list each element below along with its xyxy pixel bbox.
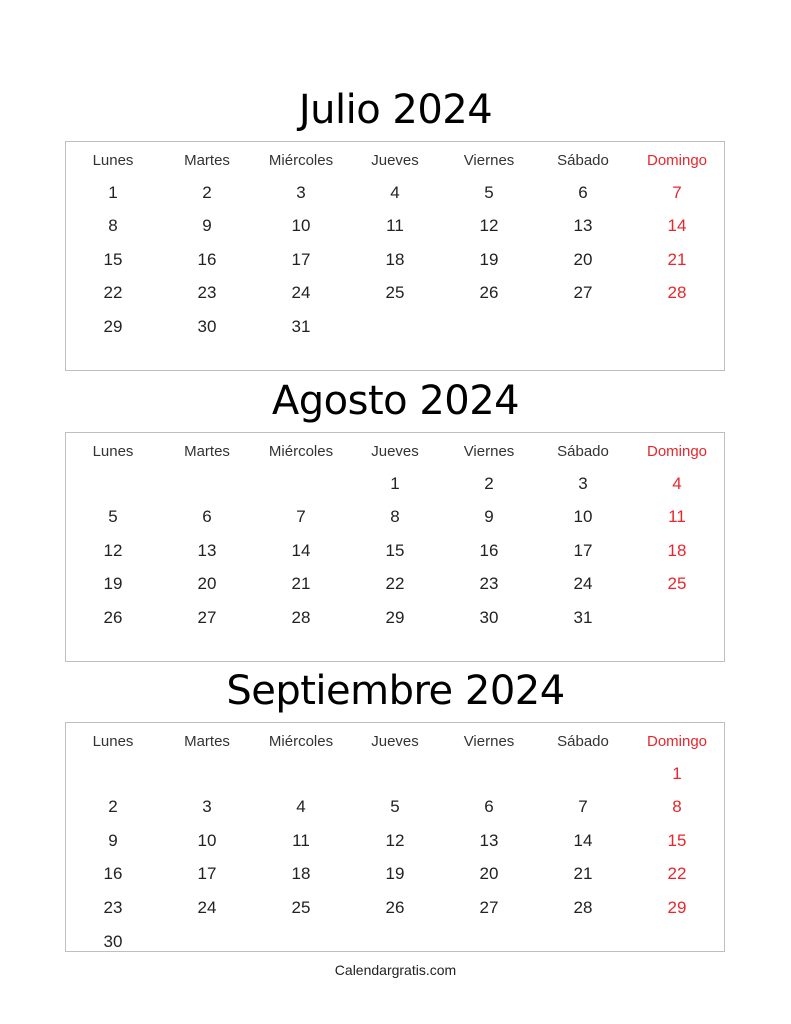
day-cell: 28	[573, 898, 593, 917]
footer-site-name: Calendargratis.com	[334, 962, 457, 978]
sunday-day-cell: 28	[667, 283, 687, 303]
day-cell: 27	[197, 608, 217, 627]
day-cell: 21	[291, 574, 311, 594]
sunday-day-cell: 4	[672, 473, 682, 493]
day-cell: 5	[390, 797, 400, 817]
day-cell: 5	[484, 182, 494, 202]
week-row	[66, 796, 724, 818]
day-cell: 10	[291, 216, 311, 236]
weekday-label: Martes	[184, 152, 230, 169]
week-row	[66, 540, 724, 562]
day-cell: 27	[479, 898, 499, 917]
day-cell: 20	[573, 249, 593, 269]
sunday-day-cell: 1	[672, 763, 682, 783]
sunday-day-cell: 29	[667, 898, 687, 917]
day-cell: 19	[103, 574, 123, 594]
weekday-label: Viernes	[463, 152, 515, 169]
day-cell: 25	[385, 283, 405, 303]
week-row	[66, 573, 724, 595]
weekday-label: Lunes	[92, 733, 134, 750]
sunday-day-cell: 21	[667, 249, 687, 269]
day-cell: 18	[291, 864, 311, 884]
day-cell: 13	[197, 540, 217, 560]
day-cell	[160, 931, 254, 953]
weekday-label: Jueves	[371, 733, 419, 750]
day-cell: 17	[291, 249, 311, 269]
weekday-label: Martes	[184, 733, 230, 750]
day-cell: 26	[479, 283, 499, 303]
week-row	[66, 863, 724, 885]
day-cell	[254, 473, 348, 495]
sunday-day-cell	[630, 607, 724, 629]
weekday-label: Lunes	[92, 152, 134, 169]
day-cell: 31	[291, 317, 311, 336]
day-cell: 30	[197, 317, 217, 336]
sunday-day-cell: 8	[672, 797, 682, 817]
day-cell: 4	[296, 797, 306, 817]
weekday-label: Sábado	[557, 443, 609, 460]
weekday-label: Sábado	[557, 733, 609, 750]
month-grid	[65, 432, 725, 662]
day-cell: 11	[292, 830, 310, 850]
day-cell	[254, 763, 348, 785]
day-cell: 21	[573, 864, 593, 884]
sunday-day-cell	[630, 931, 724, 953]
day-cell: 9	[108, 830, 118, 850]
weekday-label: Viernes	[463, 443, 515, 460]
day-cell: 2	[108, 797, 118, 817]
sunday-day-cell: 15	[667, 830, 687, 850]
week-row	[66, 182, 724, 204]
day-cell: 3	[296, 182, 306, 202]
day-cell	[536, 316, 630, 338]
day-cell: 11	[386, 216, 404, 236]
weekday-label: Miércoles	[268, 443, 334, 460]
day-cell: 16	[479, 540, 499, 560]
day-cell: 6	[484, 797, 494, 817]
day-cell: 17	[573, 540, 593, 560]
sunday-day-cell: 22	[667, 864, 687, 884]
day-cell: 18	[385, 249, 405, 269]
day-cell	[536, 931, 630, 953]
day-cell: 12	[479, 216, 499, 236]
weekday-header-row	[66, 150, 724, 172]
day-cell: 19	[385, 864, 405, 884]
day-cell: 6	[578, 182, 588, 202]
day-cell: 23	[197, 283, 217, 303]
week-row	[66, 249, 724, 271]
week-row	[66, 931, 724, 953]
day-cell: 30	[103, 931, 123, 951]
day-cell: 7	[296, 507, 306, 527]
day-cell: 1	[390, 473, 400, 493]
week-row	[66, 473, 724, 495]
week-row	[66, 607, 724, 629]
day-cell: 25	[291, 898, 311, 917]
weekday-label: Lunes	[92, 443, 134, 460]
weekday-label: Jueves	[371, 152, 419, 169]
day-cell: 23	[479, 574, 499, 594]
day-cell: 15	[385, 540, 405, 560]
day-cell: 22	[103, 283, 123, 303]
weekday-label: Miércoles	[268, 152, 334, 169]
weekday-label: Sábado	[557, 152, 609, 169]
day-cell: 9	[484, 507, 494, 527]
month-title: Septiembre 2024	[226, 668, 565, 714]
month-title: Agosto 2024	[271, 378, 520, 424]
sunday-day-cell: 25	[667, 574, 687, 594]
day-cell: 24	[573, 574, 593, 594]
day-cell: 3	[578, 473, 588, 493]
day-cell: 20	[197, 574, 217, 594]
month-grid	[65, 722, 725, 952]
day-cell: 8	[390, 507, 400, 527]
day-cell	[442, 316, 536, 338]
day-cell	[348, 316, 442, 338]
day-cell	[160, 763, 254, 785]
day-cell: 19	[479, 249, 499, 269]
week-row	[66, 763, 724, 785]
day-cell: 15	[103, 249, 123, 269]
day-cell: 20	[479, 864, 499, 884]
day-cell: 16	[103, 864, 123, 884]
day-cell: 8	[108, 216, 118, 236]
day-cell: 2	[484, 473, 494, 493]
day-cell	[442, 763, 536, 785]
weekday-label: Martes	[184, 443, 230, 460]
weekday-label: Jueves	[371, 443, 419, 460]
day-cell: 10	[197, 830, 217, 850]
day-cell: 27	[573, 283, 593, 303]
day-cell: 30	[479, 608, 499, 627]
week-row	[66, 897, 724, 919]
day-cell: 6	[202, 507, 212, 527]
sunday-day-cell	[630, 316, 724, 338]
day-cell: 24	[197, 898, 217, 917]
day-cell: 13	[573, 216, 593, 236]
weekday-header-row	[66, 731, 724, 753]
week-row	[66, 282, 724, 304]
day-cell: 16	[197, 249, 217, 269]
day-cell: 26	[385, 898, 405, 917]
day-cell	[254, 931, 348, 953]
day-cell: 24	[291, 283, 311, 303]
week-row	[66, 830, 724, 852]
sunday-day-cell: 11	[668, 507, 686, 527]
day-cell: 10	[573, 507, 593, 527]
sunday-day-cell: 18	[667, 540, 687, 560]
weekday-label: Viernes	[463, 733, 515, 750]
day-cell: 14	[573, 830, 593, 850]
week-row	[66, 506, 724, 528]
day-cell: 7	[578, 797, 588, 817]
sunday-day-cell: 14	[667, 216, 687, 236]
day-cell: 5	[108, 507, 118, 527]
day-cell: 29	[103, 317, 123, 336]
month-grid	[65, 141, 725, 371]
month-title: Julio 2024	[298, 87, 493, 133]
day-cell	[160, 473, 254, 495]
day-cell: 14	[291, 540, 311, 560]
weekday-label: Domingo	[646, 733, 708, 750]
day-cell	[442, 931, 536, 953]
day-cell: 4	[390, 182, 400, 202]
day-cell	[348, 931, 442, 953]
day-cell: 1	[108, 182, 118, 202]
day-cell: 29	[385, 608, 405, 627]
weekday-header-row	[66, 441, 724, 463]
day-cell: 12	[385, 830, 405, 850]
day-cell: 17	[197, 864, 217, 884]
day-cell	[66, 473, 160, 495]
day-cell	[536, 763, 630, 785]
weekday-label: Domingo	[646, 152, 708, 169]
day-cell	[66, 763, 160, 785]
sunday-day-cell: 7	[672, 182, 682, 202]
week-row	[66, 215, 724, 237]
weekday-label: Miércoles	[268, 733, 334, 750]
day-cell: 23	[103, 898, 123, 917]
day-cell: 2	[202, 182, 212, 202]
day-cell: 12	[103, 540, 123, 560]
day-cell: 3	[202, 797, 212, 817]
week-row	[66, 316, 724, 338]
day-cell: 9	[202, 216, 212, 236]
day-cell: 13	[479, 830, 499, 850]
day-cell: 22	[385, 574, 405, 594]
day-cell: 31	[573, 608, 593, 627]
day-cell: 26	[103, 608, 123, 627]
day-cell: 28	[291, 608, 311, 627]
day-cell	[348, 763, 442, 785]
weekday-label: Domingo	[646, 443, 708, 460]
